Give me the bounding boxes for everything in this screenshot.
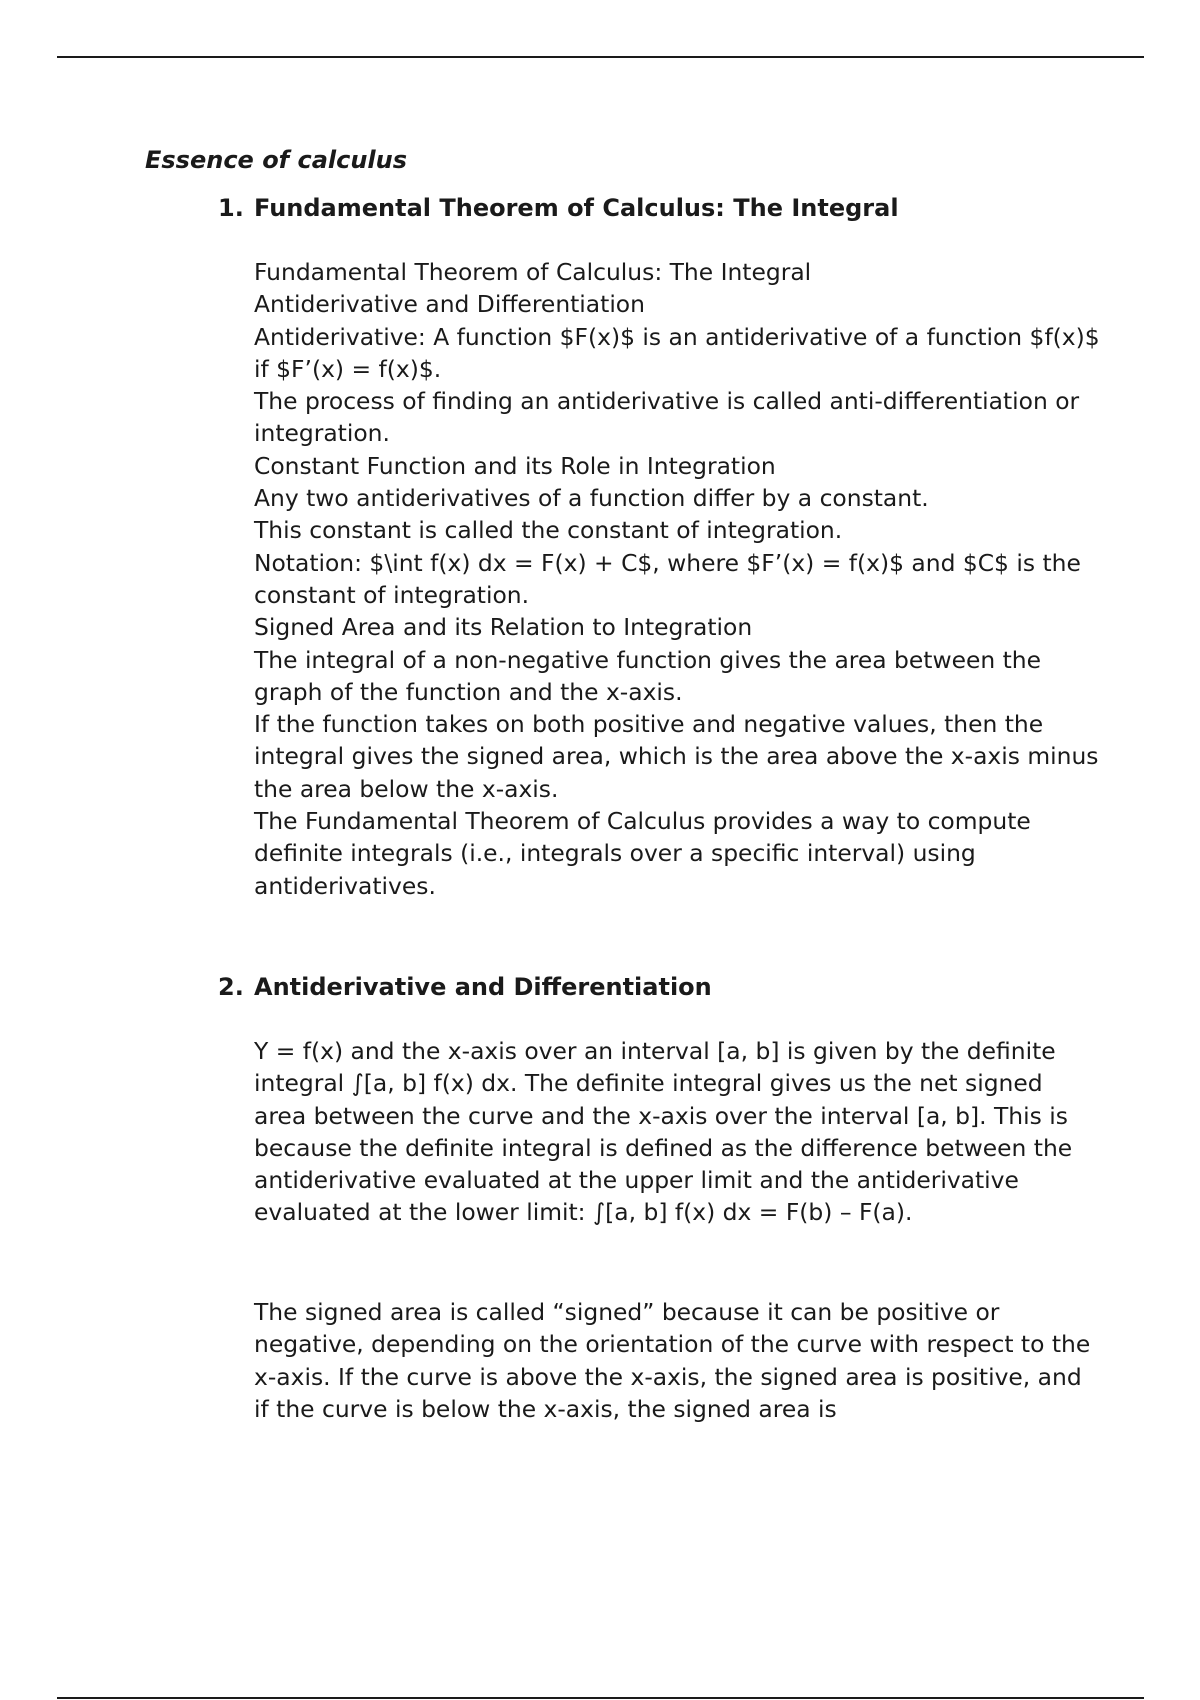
section-1-line: If the function takes on both positive and negative values, then the integral gives the signed area, which is the area above the x-axis minus the area below the x-axis.	[254, 710, 1099, 803]
section-2-number: 2.	[218, 973, 244, 1001]
section-1-line: Signed Area and its Relation to Integration	[254, 613, 753, 642]
section-2-heading	[218, 971, 712, 1003]
section-1-line: The process of finding an antiderivative is called anti-differentiation or integration.	[254, 387, 1080, 448]
section-1-line: Antiderivative and Differentiation	[254, 290, 645, 319]
section-1-line: Fundamental Theorem of Calculus: The Integral	[254, 258, 812, 286]
document-title: Essence of calculus	[145, 146, 408, 174]
section-1-line: Constant Function and its Role in Integration	[254, 451, 776, 480]
section-1-title: Fundamental Theorem of Calculus: The Integral	[254, 194, 899, 222]
section-1-body	[254, 256, 1100, 902]
paragraph-text: The signed area is called “signed” because it can be positive or negative, depending on the orientation of the curve with respect to the x-axis. If the curve is above the x-axis, the signed area is positive, and if the curve is below the x-axis, the signed area is	[254, 1298, 1091, 1423]
section-1-heading	[218, 192, 899, 224]
paragraph-text: Y = f(x) and the x-axis over an interval [a, b] is given by the definite integral ∫[a, b] f(x) dx. The definite integral gives us the net signed area between the curve and the x-axis over the interval [a, b]. This is because the definite integral is defined as the difference between the antiderivative evaluated at the upper limit and the antiderivative evaluated at the lower limit: ∫[a, b] f(x) dx = F(b) – F(a).	[254, 1037, 1073, 1227]
section-1-line: The Fundamental Theorem of Calculus provides a way to compute definite integrals (i.e., integrals over a specific interval) using antiderivatives.	[254, 807, 1031, 900]
section-1-line: Any two antiderivatives of a function differ by a constant.	[254, 484, 929, 513]
section-1-line: Antiderivative: A function $F(x)$ is an antiderivative of a function $f(x)$ if $F’(x) = f(x)$.	[254, 322, 1100, 383]
section-1-number: 1.	[218, 194, 244, 222]
section-1-line: The integral of a non-negative function gives the area between the graph of the function and the x-axis.	[254, 645, 1042, 706]
section-2-paragraph-2	[254, 1296, 1100, 1425]
section-2-paragraph-1	[254, 1035, 1100, 1229]
section-2-title: Antiderivative and Differentiation	[254, 973, 712, 1001]
section-1-line: This constant is called the constant of integration.	[254, 516, 843, 545]
bottom-rule	[57, 1697, 1144, 1699]
top-rule	[57, 56, 1144, 58]
section-1-line: Notation: $\int f(x) dx = F(x) + C$, where $F’(x) = f(x)$ and $C$ is the constant of integration.	[254, 548, 1081, 609]
